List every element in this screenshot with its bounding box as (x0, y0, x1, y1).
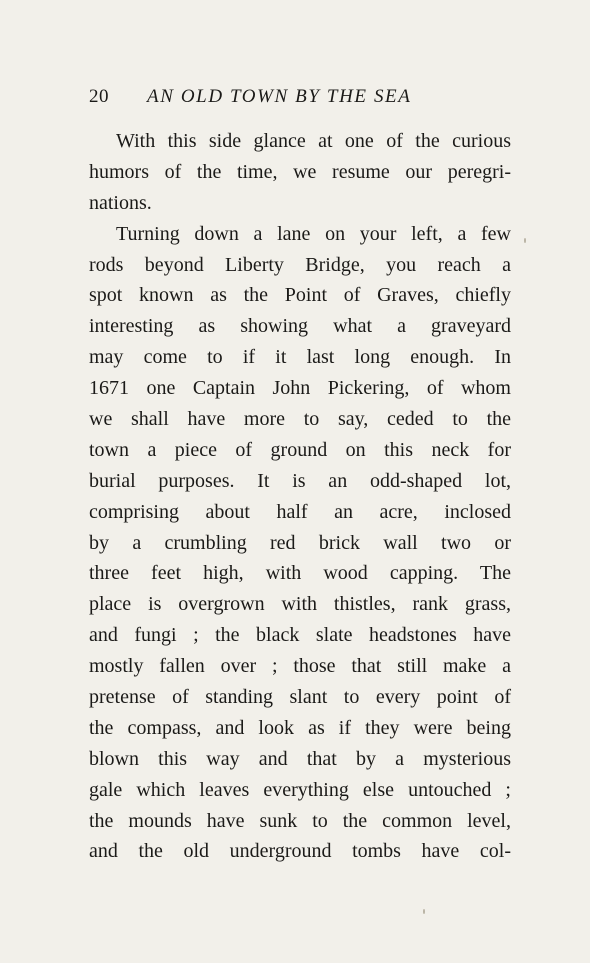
text-line: the mounds have sunk to the common level, (89, 809, 511, 832)
text-line: blown this way and that by a mysterious (89, 747, 511, 770)
text-line: place is overgrown with thistles, rank grass, (89, 593, 511, 616)
text-line: and fungi ; the black slate headstones have (89, 624, 511, 647)
text-line: interesting as showing what a graveyard (89, 315, 511, 338)
text-line: and the old underground tombs have col- (89, 840, 511, 863)
text-line: may come to if it last long enough. In (89, 346, 511, 369)
text-line: we shall have more to say, ceded to the (89, 408, 511, 431)
paper-speck (423, 909, 425, 914)
text-line: spot known as the Point of Graves, chiefly (89, 284, 511, 307)
text-line: the compass, and look as if they were being (89, 716, 511, 739)
text-line: by a crumbling red brick wall two or (89, 531, 511, 554)
text-line: Turning down a lane on your left, a few (116, 222, 511, 245)
text-line: humors of the time, we resume our peregri- (89, 160, 511, 183)
text-line: With this side glance at one of the curious (116, 130, 511, 152)
text-line: nations. (89, 191, 152, 214)
text-line: comprising about half an acre, inclosed (89, 500, 511, 523)
page-number: 20 (89, 86, 109, 107)
text-line: pretense of standing slant to every point of (89, 686, 511, 709)
text-line: gale which leaves everything else untouched ; (89, 778, 511, 801)
text-line: mostly fallen over ; those that still make a (89, 655, 511, 678)
text-line: three feet high, with wood capping. The (89, 562, 511, 585)
running-head (89, 86, 511, 116)
running-title: AN OLD TOWN BY THE SEA (147, 86, 412, 107)
text-line: rods beyond Liberty Bridge, you reach a (89, 253, 511, 276)
text-line: 1671 one Captain John Pickering, of whom (89, 377, 511, 400)
paper-speck (524, 238, 526, 243)
body-text (89, 126, 511, 867)
text-line: town a piece of ground on this neck for (89, 438, 511, 461)
text-line: burial purposes. It is an odd-shaped lot, (89, 469, 511, 492)
